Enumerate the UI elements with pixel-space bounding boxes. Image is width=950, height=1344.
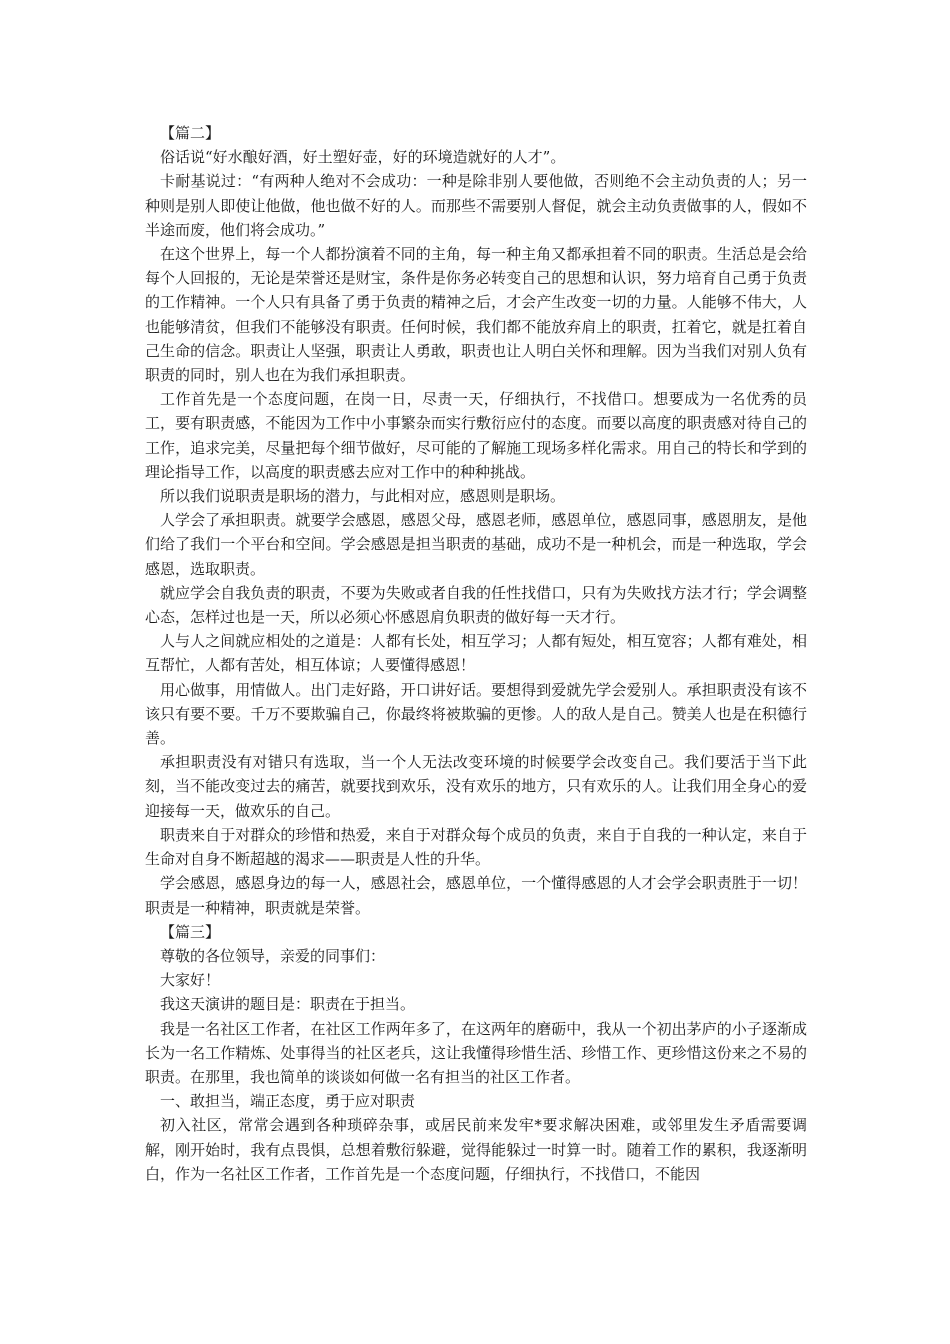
paragraph: 工作首先是一个态度问题，在岗一日，尽责一天，仔细执行，不找借口。想要成为一名优秀的员工，要有职责感，不能因为工作中小事繁杂而实行敷衍应付的态度。而要以高度的职责感对待自己的工作，追求完美，尽量把每个细节做好，尽可能的了解施工现场多样化需求。用自己的特长和学到的理论指导工作，以高度的职责感去应对工作中的种种挑战。 [145,390,807,481]
section-heading-2: 【篇二】 [160,124,221,142]
paragraph: 我这天演讲的题目是：职责在于担当。 [160,995,416,1014]
paragraph: 初入社区，常常会遇到各种琐碎杂事，或居民前来发牢*要求解决困难，或邻里发生矛盾需要调解，刚开始时，我有点畏惧，总想着敷衍躲避，觉得能躲过一时算一时。随着工作的累积，我逐渐明白，作为一名社区工作者，工作首先是一个态度问题，仔细执行，不找借口，不能因 [145,1116,807,1183]
paragraph: 在这个世界上，每一个人都扮演着不同的主角，每一种主角又都承担着不同的职责。生活总是会给每个人回报的，无论是荣誉还是财宝，条件是你务必转变自己的思想和认识，努力培育自己勇于负责的工作精神。一个人只有具备了勇于负责的精神之后，才会产生改变一切的力量。人能够不伟大，人也能够清贫，但我们不能够没有职责。任何时候，我们都不能放弃肩上的职责，扛着它，就是扛着自己生命的信念。职责让人坚强，职责让人勇敢，职责也让人明白关怀和理解。因为当我们对别人负有职责的同时，别人也在为我们承担职责。 [145,245,807,385]
paragraph: 尊敬的各位领导，亲爱的同事们： [160,946,386,965]
paragraph: 所以我们说职责是职场的潜力，与此相对应，感恩则是职场。 [160,487,566,506]
subheading: 一、敢担当，端正态度，勇于应对职责 [160,1092,416,1111]
paragraph: 卡耐基说过：“有两种人绝对不会成功：一种是除非别人要他做，否则绝不会主动负责的人；另一种则是别人即使让他做，他也做不好的人。而那些不需要别人督促，就会主动负责做事的人，假如不半途而废，他们将会成功。” [145,172,807,239]
paragraph: 人与人之间就应相处的之道是：人都有长处，相互学习；人都有短处，相互宽容；人都有难处，相互帮忙，人都有苦处，相互体谅；人要懂得感恩！ [145,632,807,675]
paragraph: 学会感恩，感恩身边的每一人，感恩社会，感恩单位，一个懂得感恩的人才会学会职责胜于一切！职责是一种精神，职责就是荣誉。 [145,874,807,917]
section-heading-3: 【篇三】 [160,922,221,941]
paragraph: 大家好！ [160,971,221,990]
paragraph: 用心做事，用情做人。出门走好路，开口讲好话。要想得到爱就先学会爱别人。承担职责没有该不该只有要不要。千万不要欺骗自己，你最终将被欺骗的更惨。人的敌人是自己。赞美人也是在积德行善。 [145,680,807,748]
paragraph: 就应学会自我负责的职责，不要为失败或者自我的任性找借口，只有为失败找方法才行；学会调整心态，怎样过也是一天，所以必须心怀感恩肩负职责的做好每一天才行。 [145,583,807,627]
paragraph: 人学会了承担职责。就要学会感恩，感恩父母，感恩老师，感恩单位，感恩同事，感恩朋友，是他们给了我们一个平台和空间。学会感恩是担当职责的基础，成功不是一种机会，而是一种选取，学会感恩，选取职责。 [145,511,807,578]
paragraph: 我是一名社区工作者，在社区工作两年多了，在这两年的磨砺中，我从一个初出茅庐的小子逐渐成长为一名工作精炼、处事得当的社区老兵，这让我懂得珍惜生活、珍惜工作、更珍惜这份来之不易的职责。在那里，我也简单的谈谈如何做一名有担当的社区工作者。 [145,1019,807,1086]
paragraph: 承担职责没有对错只有选取，当一个人无法改变环境的时候要学会改变自己。我们要活于当下此刻，当不能改变过去的痛苦，就要找到欢乐，没有欢乐的地方，只有欢乐的人。让我们用全身心的爱迎接每一天，做欢乐的自己。 [145,753,807,820]
paragraph: 职责来自于对群众的珍惜和热爱，来自于对群众每个成员的负责，来自于自我的一种认定，来自于生命对自身不断超越的渴求——职责是人性的升华。 [145,825,807,869]
paragraph: 俗话说“好水酿好酒，好土塑好壶，好的环境造就好的人才”。 [160,148,566,167]
document-body [145,121,807,1186]
